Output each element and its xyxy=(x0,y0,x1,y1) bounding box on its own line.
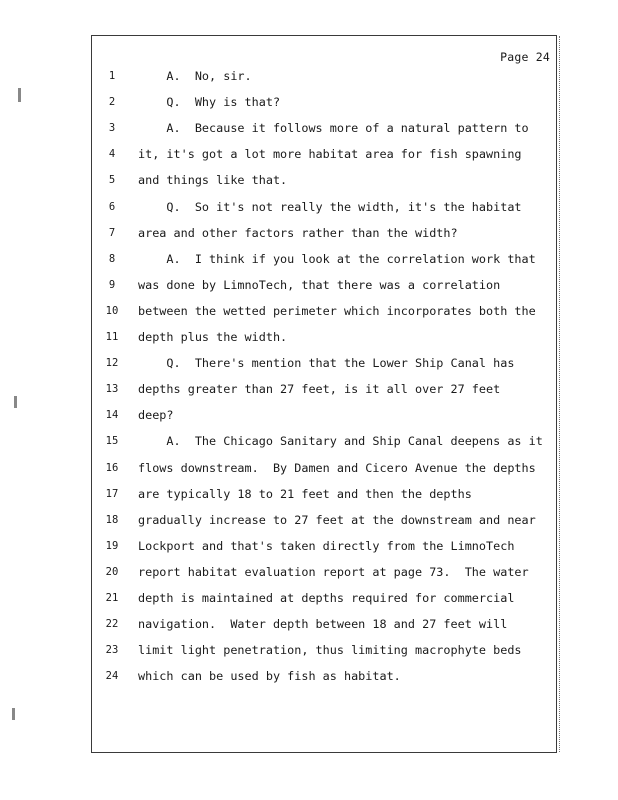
transcript-line xyxy=(92,197,556,217)
transcript-line xyxy=(92,301,556,321)
line-text: depths greater than 27 feet, is it all over 27 feet xyxy=(138,382,501,397)
line-number: 5 xyxy=(108,174,116,187)
line-text: deep? xyxy=(138,408,174,423)
line-text: which can be used by fish as habitat. xyxy=(138,669,401,684)
transcript-line xyxy=(92,118,556,138)
transcript-line xyxy=(92,666,556,686)
line-text: limit light penetration, thus limiting macrophyte beds xyxy=(138,643,522,658)
transcript-line xyxy=(92,588,556,608)
line-text: depth plus the width. xyxy=(138,330,288,344)
margin-mark xyxy=(14,396,17,408)
line-number: 21 xyxy=(105,592,119,604)
line-text: it, it's got a lot more habitat area for fish spawning xyxy=(138,147,522,162)
transcript-line xyxy=(92,327,556,347)
transcript-line xyxy=(92,431,556,451)
line-text: navigation. Water depth between 18 and 27 feet will xyxy=(138,617,508,632)
line-text: are typically 18 to 21 feet and then the depths xyxy=(138,486,472,501)
transcript-line xyxy=(92,353,556,373)
transcript-line xyxy=(92,484,556,504)
transcript-line xyxy=(92,640,556,660)
transcript-line xyxy=(92,379,556,399)
transcript-line xyxy=(92,536,556,556)
line-number: 3 xyxy=(108,122,116,135)
margin-mark xyxy=(18,88,21,102)
transcript-line xyxy=(92,458,556,478)
line-text: area and other factors rather than the width? xyxy=(138,225,458,240)
line-text: Q. There's mention that the Lower Ship Canal has xyxy=(138,356,515,371)
line-number: 14 xyxy=(105,409,119,422)
line-text: and things like that. xyxy=(138,173,288,188)
line-number: 13 xyxy=(105,383,119,396)
line-number: 17 xyxy=(105,487,119,500)
line-number: 18 xyxy=(105,513,119,526)
line-text: was done by LimnoTech, that there was a correlation xyxy=(138,277,501,292)
page-number: Page 24 xyxy=(500,50,550,64)
line-number: 6 xyxy=(108,200,116,213)
line-number: 16 xyxy=(105,461,119,474)
line-number: 11 xyxy=(105,331,119,343)
line-text: A. The Chicago Sanitary and Ship Canal deepens as it xyxy=(138,434,543,449)
transcript-line xyxy=(92,223,556,243)
line-number: 22 xyxy=(105,618,119,631)
line-number: 4 xyxy=(108,148,116,161)
page-edge-marks xyxy=(556,36,560,752)
line-number: 23 xyxy=(105,644,119,657)
line-number: 12 xyxy=(105,357,119,370)
transcript-line xyxy=(92,92,556,112)
line-number: 9 xyxy=(108,278,116,291)
line-number: 19 xyxy=(105,539,119,552)
line-text: Q. Why is that? xyxy=(138,95,281,110)
line-number: 2 xyxy=(108,96,116,109)
line-number: 10 xyxy=(105,304,119,317)
line-text: Lockport and that's taken directly from the LimnoTech xyxy=(138,538,515,553)
transcript-line xyxy=(92,170,556,190)
line-number: 20 xyxy=(105,565,119,578)
line-text: report habitat evaluation report at page 73. The water xyxy=(138,564,529,579)
transcript-line xyxy=(92,249,556,269)
transcript-line xyxy=(92,275,556,295)
line-text: A. Because it follows more of a natural pattern to xyxy=(138,121,529,136)
line-number: 15 xyxy=(105,435,119,448)
transcript-line xyxy=(92,614,556,634)
transcript-body xyxy=(92,36,556,752)
transcript-line xyxy=(92,510,556,530)
margin-mark xyxy=(12,708,15,720)
line-number: 8 xyxy=(108,252,116,265)
transcript-line xyxy=(92,144,556,164)
transcript-line xyxy=(92,405,556,425)
line-number: 1 xyxy=(108,70,116,82)
line-text: A. No, sir. xyxy=(138,69,252,83)
line-text: A. I think if you look at the correlation work that xyxy=(138,251,536,266)
transcript-line xyxy=(92,562,556,582)
transcript-page xyxy=(91,35,557,753)
line-text: between the wetted perimeter which incorporates both the xyxy=(138,303,536,318)
transcript-line xyxy=(92,66,556,86)
line-number: 24 xyxy=(105,670,119,683)
line-text: depth is maintained at depths required for commercial xyxy=(138,591,515,605)
line-text: gradually increase to 27 feet at the downstream and near xyxy=(138,512,536,527)
line-text: flows downstream. By Damen and Cicero Avenue the depths xyxy=(138,460,536,475)
line-number: 7 xyxy=(108,226,116,239)
line-text: Q. So it's not really the width, it's the habitat xyxy=(138,199,522,214)
